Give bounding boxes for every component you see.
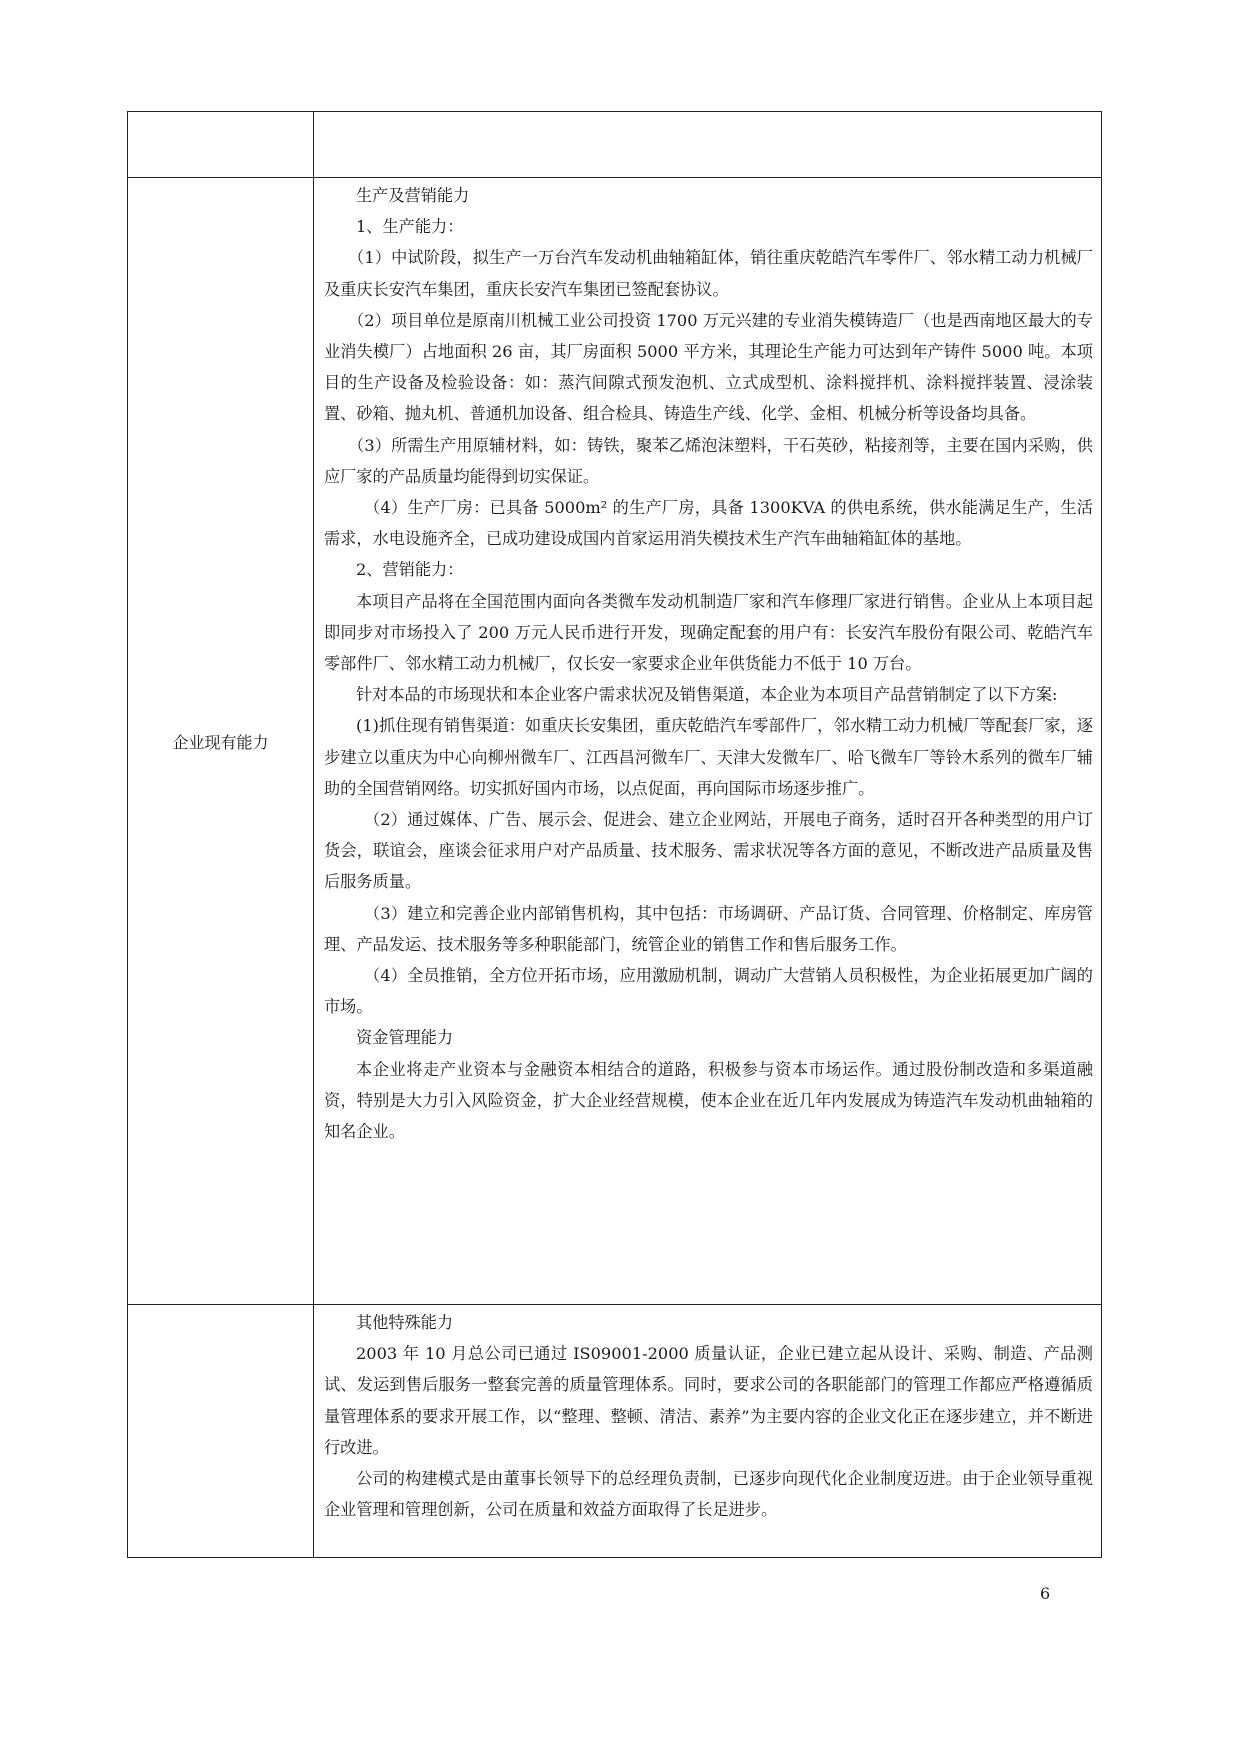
row-content-existing-capability	[314, 178, 1101, 1304]
paragraph: 针对本品的市场现状和本企业客户需求状况及销售渠道，本企业为本项目产品营销制定了以下方案:	[356, 685, 1058, 705]
row-content	[314, 112, 1101, 177]
row-label	[128, 112, 314, 177]
paragraph: 本项目产品将在全国范围内面向各类微车发动机制造厂家和汽车修理厂家进行销售。企业从上本项目起即同步对市场投入了 200 万元人民币进行开发，现确定配套的用户有：长安汽车股份有限公司、乾皓汽车零部件厂、邻水精工动力机械厂，仅长安一家要求企业年供货能力不低于 10 万台。	[324, 591, 1093, 674]
section-heading: 资金管理能力	[356, 1028, 454, 1048]
row-label	[128, 1305, 314, 1557]
paragraph: 本企业将走产业资本与金融资本相结合的道路，积极参与资本市场运作。通过股份制改造和多渠道融资，特别是大力引入风险资金，扩大企业经营规模，使本企业在近几年内发展成为铸造汽车发动机曲轴箱的知名企业。	[324, 1059, 1093, 1142]
row-label-existing-capability: 企业现有能力	[128, 178, 314, 1304]
section-heading: 其他特殊能力	[356, 1313, 454, 1332]
paragraph: （2）通过媒体、广告、展示会、促进会、建立企业网站，开展电子商务，适时召开各种类型的用户订货会，联谊会，座谈会征求用户对产品质量、技术服务、需求状况等各方面的意见，不断改进产品质量及售后服务质量。	[324, 810, 1093, 892]
subsection-heading: 1、生产能力：	[356, 217, 464, 237]
paragraph: (1)抓住现有销售渠道：如重庆长安集团，重庆乾皓汽车零部件厂，邻水精工动力机械厂等配套厂家，逐步建立以重庆为中心向柳州微车厂、江西昌河微车厂、天津大发微车厂、哈飞微车厂等铃木系列的微车厂辅助的全国营销网络。切实抓好国内市场，以点促面，再向国际市场逐步推广。	[324, 716, 1093, 798]
paragraph: （1）中试阶段，拟生产一万台汽车发动机曲轴箱缸体，销往重庆乾皓汽车零件厂、邻水精工动力机械厂及重庆长安汽车集团，重庆长安汽车集团已签配套协议。	[324, 248, 1093, 299]
paragraph: 2003 年 10 月总公司已通过 IS09001-2000 质量认证，企业已建立起从设计、采购、制造、产品测试、发运到售后服务一整套完善的质量管理体系。同时，要求公司的各职能部门的管理工作都应严格遵循质量管理体系的要求开展工作，以“整理、整顿、清洁、素养”为主要内容的企业文化正在逐步建立，并不断进行改进。	[324, 1344, 1093, 1457]
capability-table	[127, 111, 1102, 1558]
paragraph: 公司的构建模式是由董事长领导下的总经理负责制，已逐步向现代化企业制度迈进。由于企业领导重视企业管理和管理创新，公司在质量和效益方面取得了长足进步。	[324, 1469, 1093, 1520]
row-content-special-capability	[314, 1305, 1101, 1557]
paragraph: （2）项目单位是原南川机械工业公司投资 1700 万元兴建的专业消失模铸造厂（也是西南地区最大的专业消失模厂）占地面积 26 亩，其厂房面积 5000 平方米，其理论生产能力可达到年产铸件 5000 吨。本项目的生产设备及检验设备：如：蒸汽间隙式预发泡机、立式成型机、涂料搅拌机、涂料搅拌装置、浸涂装置、砂箱、抛丸机、普通机加设备、组合检具、铸造生产线、化学、金相、机械分析等设备均具备。	[324, 310, 1093, 424]
section-heading: 生产及营销能力	[356, 186, 470, 205]
paragraph: （4）生产厂房：已具备 5000m² 的生产厂房，具备 1300KVA 的供电系统，供水能满足生产，生活需求，水电设施齐全，已成功建设成国内首家运用消失模技术生产汽车曲轴箱缸体的基地。	[324, 498, 1093, 549]
table-row	[128, 1305, 1101, 1557]
paragraph: （3）所需生产用原辅材料，如：铸铁，聚苯乙烯泡沫塑料，干石英砂，粘接剂等，主要在国内采购，供应厂家的产品质量均能得到切实保证。	[324, 435, 1093, 486]
subsection-heading: 2、营销能力：	[356, 560, 464, 580]
paragraph: （3）建立和完善企业内部销售机构，其中包括：市场调研、产品订货、合同管理、价格制定、库房管理、产品发运、技术服务等多种职能部门，统管企业的销售工作和售后服务工作。	[324, 903, 1093, 954]
page-number: 6	[1040, 1584, 1051, 1603]
paragraph: （4）全员推销，全方位开拓市场，应用激励机制，调动广大营销人员积极性，为企业拓展更加广阔的市场。	[324, 966, 1093, 1017]
table-row	[128, 178, 1101, 1305]
table-row	[128, 112, 1101, 178]
